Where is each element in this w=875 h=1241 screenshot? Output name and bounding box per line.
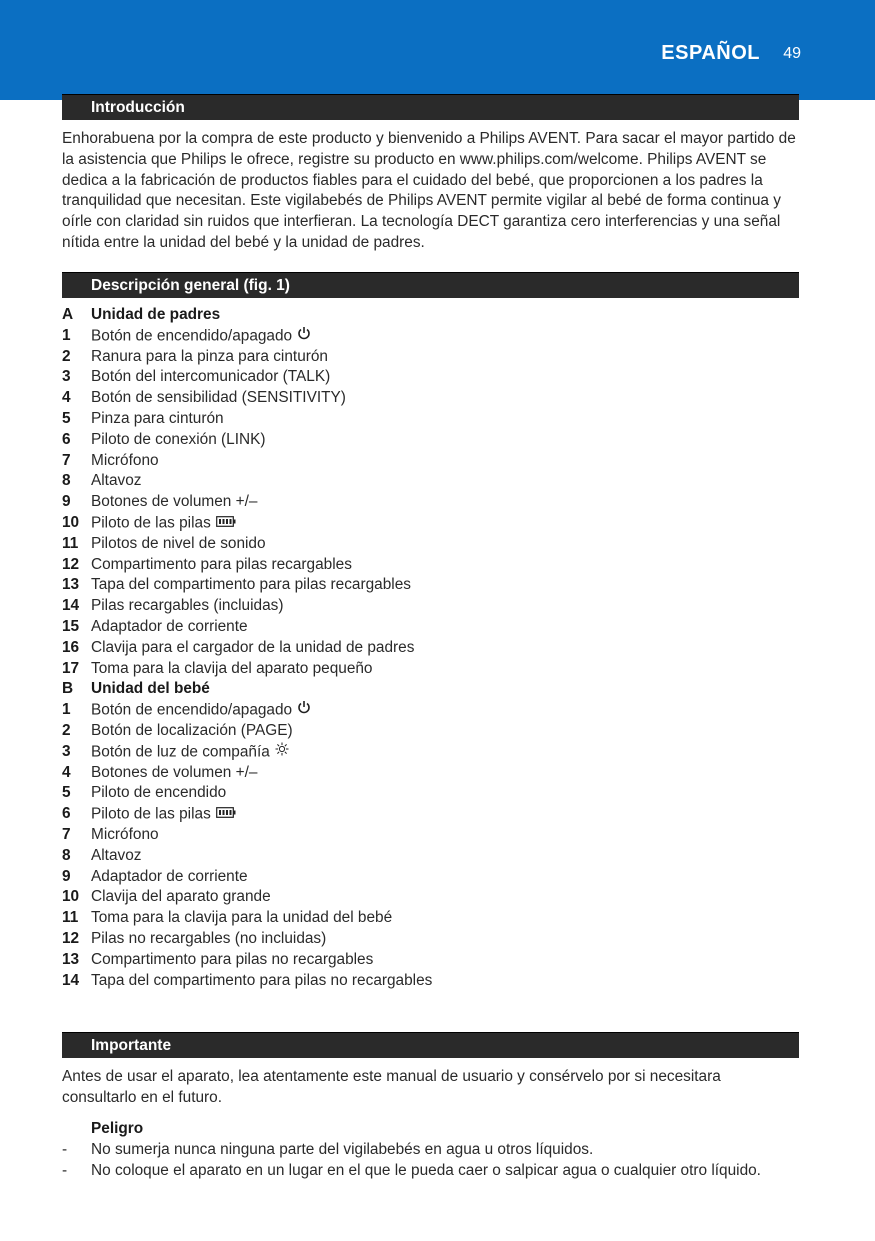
item-text	[91, 638, 414, 659]
overview-item	[62, 409, 799, 430]
overview-item	[62, 513, 799, 534]
item-number: 4	[62, 389, 71, 407]
item-text	[91, 783, 226, 804]
item-text	[91, 887, 271, 908]
overview-item	[62, 617, 799, 638]
overview-item	[62, 887, 799, 908]
item-label: Botón de localización (PAGE)	[91, 721, 293, 739]
item-text	[91, 575, 411, 596]
item-number: 5	[62, 409, 71, 427]
item-label: Botón de sensibilidad (SENSITIVITY)	[91, 389, 346, 407]
item-number: 7	[62, 825, 71, 843]
language-label: ESPAÑOL	[661, 42, 760, 64]
item-text	[91, 721, 293, 742]
item-text	[91, 950, 373, 971]
item-label: Toma para la clavija para la unidad del bebé	[91, 909, 393, 927]
overview-item	[62, 326, 799, 347]
header-bar	[0, 0, 875, 100]
item-text	[91, 409, 224, 430]
item-label: Botón de encendido/apagado	[91, 327, 293, 345]
item-text	[91, 659, 373, 680]
item-text	[91, 908, 392, 929]
item-text	[91, 846, 141, 867]
item-text	[91, 555, 352, 576]
item-number: 11	[62, 909, 79, 927]
overview-list	[62, 305, 799, 991]
overview-item	[62, 430, 799, 451]
item-label: Adaptador de corriente	[91, 617, 248, 635]
item-number: 16	[62, 638, 80, 656]
item-text	[91, 451, 159, 472]
overview-item	[62, 471, 799, 492]
light-icon	[275, 742, 289, 763]
item-number: 9	[62, 493, 71, 511]
item-number: 4	[62, 763, 71, 781]
bullet-text: No coloque el aparato en un lugar en el que le pueda caer o salpicar agua o cualquier otro líquido.	[91, 1162, 761, 1179]
item-number: 15	[62, 617, 80, 635]
page-number: 49	[783, 45, 801, 62]
item-label: Botón de luz de compañía	[91, 743, 270, 761]
item-label: Ranura para la pinza para cinturón	[91, 347, 328, 365]
item-text	[91, 430, 266, 451]
item-number: 1	[62, 326, 71, 344]
item-text	[91, 971, 432, 992]
overview-item	[62, 659, 799, 680]
item-label: Botón del intercomunicador (TALK)	[91, 368, 331, 386]
item-label: Clavija del aparato grande	[91, 888, 271, 906]
overview-item	[62, 638, 799, 659]
item-number: 8	[62, 472, 71, 490]
item-number: A	[62, 306, 74, 323]
item-number: 11	[62, 534, 79, 552]
item-label: Compartimento para pilas no recargables	[91, 950, 374, 968]
overview-item	[62, 783, 799, 804]
item-label: Unidad del bebé	[91, 680, 210, 698]
overview-item	[62, 867, 799, 888]
item-number: 10	[62, 513, 80, 531]
intro-paragraph: Enhorabuena por la compra de este producto y bienvenido a Philips AVENT. Para sacar el mayor partido de la asistencia que Philips le ofrece, registre su producto en www.philips.com/welcome. Philips AVENT se dedica a la fabricación de productos fiables para el cuidado del bebé, que proporcionen a los padres la tranquilidad que necesitan. Este vigilabebés de Philips AVENT permite vigilar al bebé de forma continua y oírle con claridad sin ruidos que interfieran. La tecnología DECT garantiza cero interferencias y una señal nítida entre la unidad del bebé y la unidad de padres.	[62, 130, 796, 251]
overview-item	[62, 804, 799, 825]
overview-item	[62, 492, 799, 513]
overview-item	[62, 971, 799, 992]
item-label: Unidad de padres	[91, 306, 221, 323]
bullet-marker: -	[62, 1141, 68, 1158]
item-number: B	[62, 680, 74, 698]
item-text	[91, 700, 311, 721]
battery-icon	[216, 804, 236, 825]
item-label: Pilas no recargables (no incluidas)	[91, 929, 327, 947]
overview-item	[62, 742, 799, 763]
item-label: Adaptador de corriente	[91, 867, 248, 885]
item-number: 3	[62, 742, 71, 760]
item-label: Tapa del compartimento para pilas recargables	[91, 576, 411, 594]
overview-item	[62, 721, 799, 742]
overview-item	[62, 451, 799, 472]
overview-group-heading	[62, 679, 799, 700]
danger-heading: Peligro	[91, 1120, 144, 1137]
power-icon	[297, 326, 311, 347]
item-label: Piloto de encendido	[91, 784, 227, 802]
item-number: 13	[62, 576, 80, 594]
item-number: 6	[62, 805, 71, 823]
item-number: 1	[62, 701, 71, 719]
item-text	[91, 534, 266, 555]
item-text	[91, 679, 210, 700]
item-label: Botones de volumen +/–	[91, 763, 258, 781]
item-number: 2	[62, 721, 71, 739]
overview-item	[62, 575, 799, 596]
item-label: Pilas recargables (incluidas)	[91, 597, 284, 615]
item-label: Micrófono	[91, 451, 159, 469]
item-label: Micrófono	[91, 825, 159, 843]
overview-item	[62, 700, 799, 721]
item-label: Piloto de conexión (LINK)	[91, 430, 266, 448]
item-text	[91, 804, 236, 825]
item-label: Altavoz	[91, 846, 142, 864]
overview-item	[62, 846, 799, 867]
item-text	[91, 367, 330, 388]
item-number: 5	[62, 784, 71, 802]
item-label: Piloto de las pilas	[91, 514, 211, 532]
item-text	[91, 742, 289, 763]
overview-item	[62, 596, 799, 617]
section-heading-descripcion: Descripción general (fig. 1)	[62, 272, 799, 298]
item-number: 10	[62, 888, 80, 906]
item-text	[91, 388, 346, 409]
bullet-marker: -	[62, 1162, 68, 1179]
item-label: Piloto de las pilas	[91, 805, 211, 823]
overview-item	[62, 950, 799, 971]
overview-item	[62, 555, 799, 576]
important-paragraph: Antes de usar el aparato, lea atentamente este manual de usuario y consérvelo por si necesitara consultarlo en el futuro.	[62, 1068, 721, 1106]
item-number: 14	[62, 971, 80, 989]
item-number: 14	[62, 597, 80, 615]
item-label: Toma para la clavija del aparato pequeño	[91, 659, 373, 677]
item-text	[91, 492, 257, 513]
item-label: Clavija para el cargador de la unidad de padres	[91, 638, 415, 656]
item-label: Botón de encendido/apagado	[91, 701, 293, 719]
overview-item	[62, 388, 799, 409]
item-number: 7	[62, 451, 71, 469]
item-text	[91, 617, 248, 638]
item-label: Pilotos de nivel de sonido	[91, 534, 266, 552]
item-text	[91, 305, 220, 326]
overview-item	[62, 908, 799, 929]
item-text	[91, 825, 159, 846]
item-number: 12	[62, 929, 80, 947]
section-heading-importante: Importante	[62, 1032, 799, 1058]
section-heading-introduccion: Introducción	[62, 94, 799, 120]
overview-group-heading	[62, 305, 799, 326]
battery-icon	[216, 513, 236, 534]
item-label: Compartimento para pilas recargables	[91, 555, 352, 573]
item-number: 8	[62, 846, 71, 864]
item-text	[91, 326, 311, 347]
overview-item	[62, 763, 799, 784]
overview-item	[62, 534, 799, 555]
item-label: Altavoz	[91, 472, 142, 490]
item-text	[91, 513, 236, 534]
item-label: Botones de volumen +/–	[91, 493, 258, 511]
item-text	[91, 596, 283, 617]
item-label: Tapa del compartimento para pilas no recargables	[91, 971, 433, 989]
overview-item	[62, 929, 799, 950]
item-text	[91, 471, 141, 492]
item-number: 6	[62, 430, 71, 448]
item-text	[91, 867, 248, 888]
item-number: 13	[62, 950, 80, 968]
item-label: Pinza para cinturón	[91, 409, 224, 427]
overview-item	[62, 367, 799, 388]
item-number: 17	[62, 659, 80, 677]
item-text	[91, 347, 328, 368]
overview-item	[62, 825, 799, 846]
overview-item	[62, 347, 799, 368]
bullet-text: No sumerja nunca ninguna parte del vigilabebés en agua u otros líquidos.	[91, 1141, 594, 1158]
item-number: 2	[62, 347, 71, 365]
item-text	[91, 929, 326, 950]
item-number: 3	[62, 368, 71, 386]
item-number: 9	[62, 867, 71, 885]
power-icon	[297, 700, 311, 721]
item-number: 12	[62, 555, 80, 573]
item-text	[91, 763, 257, 784]
